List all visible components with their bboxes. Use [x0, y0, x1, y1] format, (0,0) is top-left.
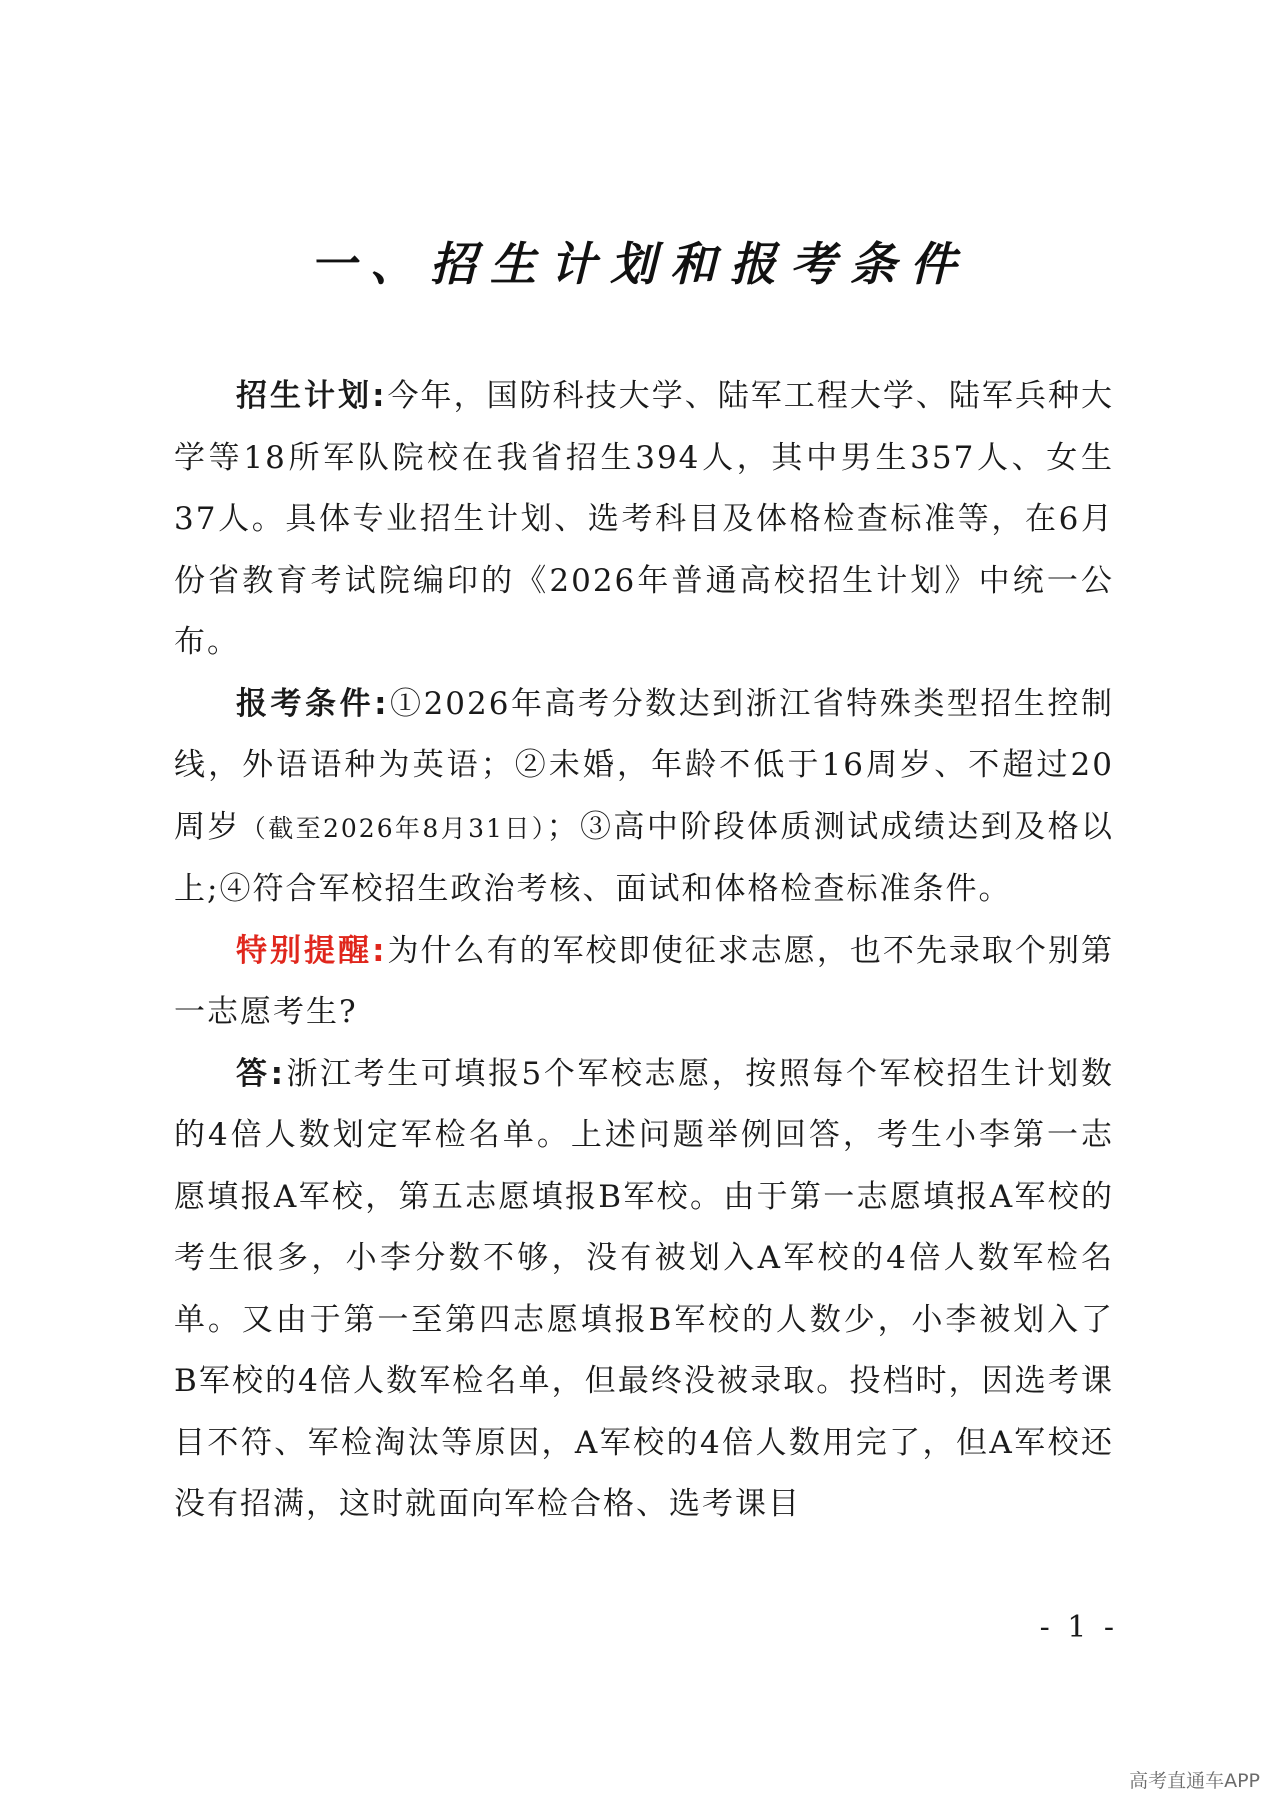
plan-label: 招生计划:: [236, 378, 388, 414]
answer-label: 答:: [236, 1055, 286, 1092]
body-text: [174, 366, 1114, 1536]
answer-text: 浙江考生可填报5个军校志愿，按照每个军校招生计划数的4倍人数划定军检名单。上述问题举例回答，考生小李第一志愿填报A军校，第五志愿填报B军校。由于第一志愿填报A军校的考生很多，小李分数不够，没有被划入A军校的4倍人数军检名单。又由于第一至第四志愿填报B军校的人数少，小李被划入了B军校的4倍人数军检名单，但最终没被录取。投档时，因选考课目不符、军检淘汰等原因，A军校的4倍人数用完了，但A军校还没有招满，这时就面向军检合格、选考课目: [174, 1055, 1114, 1522]
paragraph-conditions: [174, 674, 1114, 921]
conditions-label: 报考条件:: [236, 685, 390, 722]
conditions-text-b: ；③高中阶段体质测试成绩达到及格以上;④符合军校招生政治考核、面试和体格检查标准条件。: [174, 808, 1114, 907]
plan-text: 今年，国防科技大学、陆军工程大学、陆军兵种大学等18所军队院校在我省招生394人，其中男生357人、女生37人。具体专业招生计划、选考科目及体格检查标准等，在6月份省教育考试院编印的《2026年普通高校招生计划》中统一公布。: [174, 378, 1115, 660]
paragraph-reminder: [174, 921, 1114, 1044]
watermark-text: 高考直通车APP: [1129, 1770, 1260, 1792]
section-title: 一、招生计划和报考条件: [310, 237, 970, 291]
paragraph-answer: [174, 1044, 1114, 1536]
paragraph-plan: [174, 366, 1114, 674]
conditions-date-note: （截至2026年8月31日）: [240, 813, 547, 843]
conditions-text-a: ①2026年高考分数达到浙江省特殊类型招生控制线，外语语种为英语；②未婚，年龄不低于16周岁、不超过20周岁: [174, 685, 1114, 845]
reminder-label: 特别提醒:: [236, 932, 388, 969]
reminder-text: 为什么有的军校即使征求志愿，也不先录取个别第一志愿考生?: [174, 932, 1115, 1030]
page-number: - 1 -: [1039, 1610, 1118, 1645]
